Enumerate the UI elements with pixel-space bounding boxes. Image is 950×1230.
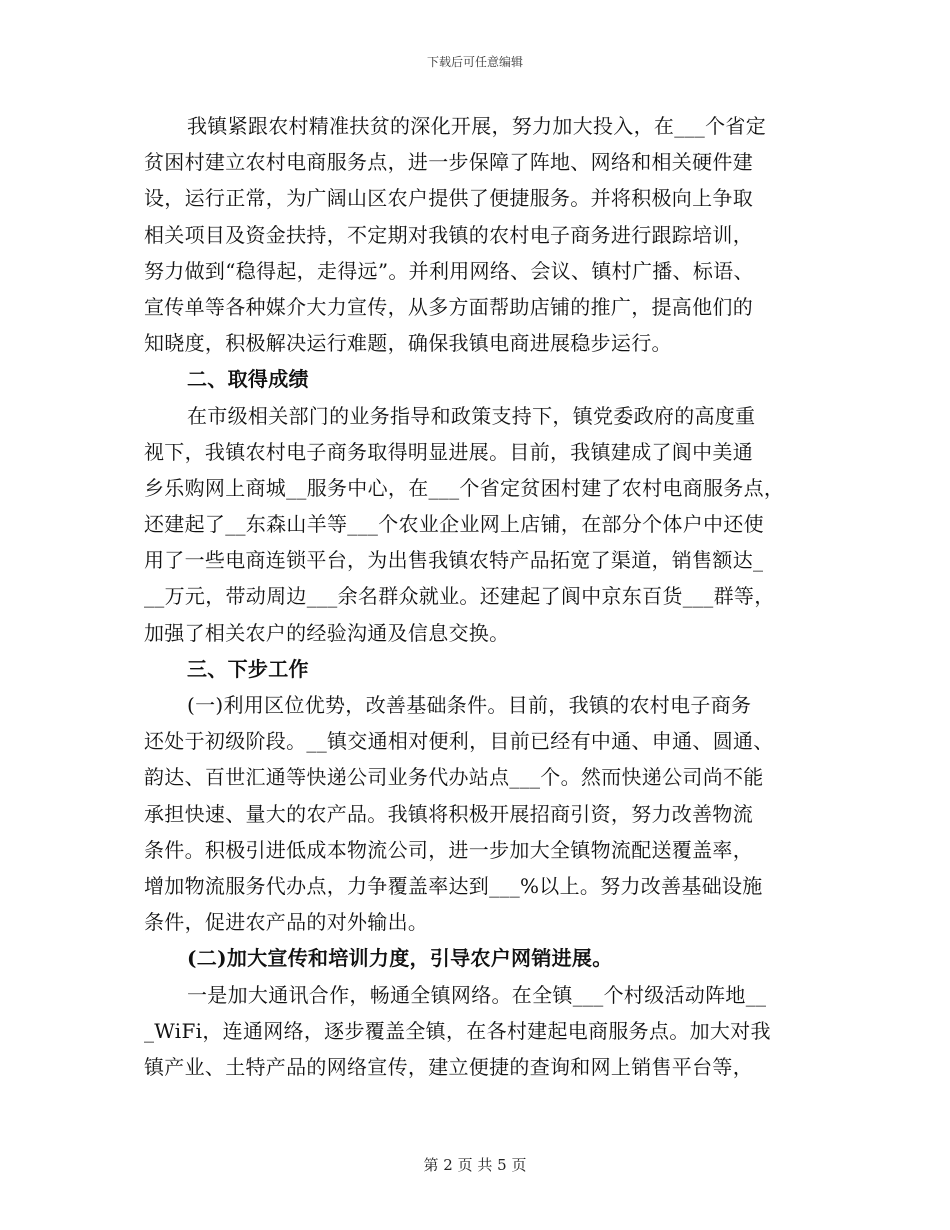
text-line: 增加物流服务代办点，力争覆盖率达到___%以上。努力改善基础设施 bbox=[144, 873, 763, 898]
text-line: 镇产业、土特产品的网络宣传，建立便捷的查询和网上销售平台等， bbox=[144, 1054, 753, 1079]
text-line: 设，运行正常，为广阔山区农户提供了便捷服务。并将积极向上争取 bbox=[144, 186, 753, 211]
text-line: 还建起了__东森山羊等___个农业企业网上店铺，在部分个体户中还使 bbox=[144, 512, 764, 537]
section-heading: (二)加大宣传和培训力度，引导农户网销进展。 bbox=[187, 946, 613, 971]
text-line: 用了一些电商连锁平台，为出售我镇农特产品拓宽了渠道，销售额达_ bbox=[144, 548, 764, 573]
text-line: _WiFi，连通网络，逐步覆盖全镇，在各村建起电商服务点。加大对我 bbox=[144, 1018, 771, 1043]
page-header: 下载后可任意编辑 bbox=[426, 55, 523, 69]
text-line: 贫困村建立农村电商服务点，进一步保障了阵地、网络和相关硬件建 bbox=[144, 150, 753, 175]
text-line: (一)利用区位优势，改善基础条件。目前，我镇的农村电子商务 bbox=[187, 693, 752, 717]
text-line: 条件。积极引进低成本物流公司，进一步加大全镇物流配送覆盖率， bbox=[144, 837, 753, 862]
text-line: 知晓度，积极解决运行难题，确保我镇电商进展稳步运行。 bbox=[144, 331, 672, 356]
text-line: 乡乐购网上商城__服务中心，在___个省定贫困村建了农村电商服务点， bbox=[144, 475, 785, 500]
text-line: 加强了相关农户的经验沟通及信息交换。 bbox=[144, 620, 510, 645]
text-line: 宣传单等各种媒介大力宣传，从多方面帮助店铺的推广，提高他们的 bbox=[144, 294, 753, 319]
text-line: 努力做到“稳得起，走得远”。并利用网络、会议、镇村广播、标语、 bbox=[144, 258, 754, 283]
document-body bbox=[144, 108, 824, 1085]
text-line: 韵达、百世汇通等快递公司业务代办站点___个。然而快递公司尚不能 bbox=[144, 765, 764, 790]
text-line: 视下，我镇农村电子商务取得明显进展。目前，我镇建成了阆中美通 bbox=[144, 439, 753, 464]
text-line: 相关项目及资金扶持，不定期对我镇的农村电子商务进行跟踪培训， bbox=[144, 222, 753, 247]
text-line: 承担快速、量大的农产品。我镇将积极开展招商引资，努力改善物流 bbox=[144, 801, 753, 826]
text-line: 还处于初级阶段。__镇交通相对便利，目前已经有中通、申通、圆通、 bbox=[144, 729, 774, 754]
page-footer: 第 2 页 共 5 页 bbox=[423, 1156, 527, 1174]
section-heading: 二、取得成绩 bbox=[187, 367, 309, 392]
text-line: 我镇紧跟农村精准扶贫的深化开展，努力加大投入，在___个省定 bbox=[187, 114, 766, 138]
text-line: 一是加大通讯合作，畅通全镇网络。在全镇___个村级活动阵地__ bbox=[187, 982, 767, 1007]
text-line: 条件，促进农产品的对外输出。 bbox=[144, 910, 429, 935]
text-line: __万元，带动周边___余名群众就业。还建起了阆中京东百货___群等， bbox=[144, 584, 775, 609]
section-heading: 三、下步工作 bbox=[187, 656, 309, 681]
text-line: 在市级相关部门的业务指导和政策支持下，镇党委政府的高度重 bbox=[187, 403, 756, 428]
